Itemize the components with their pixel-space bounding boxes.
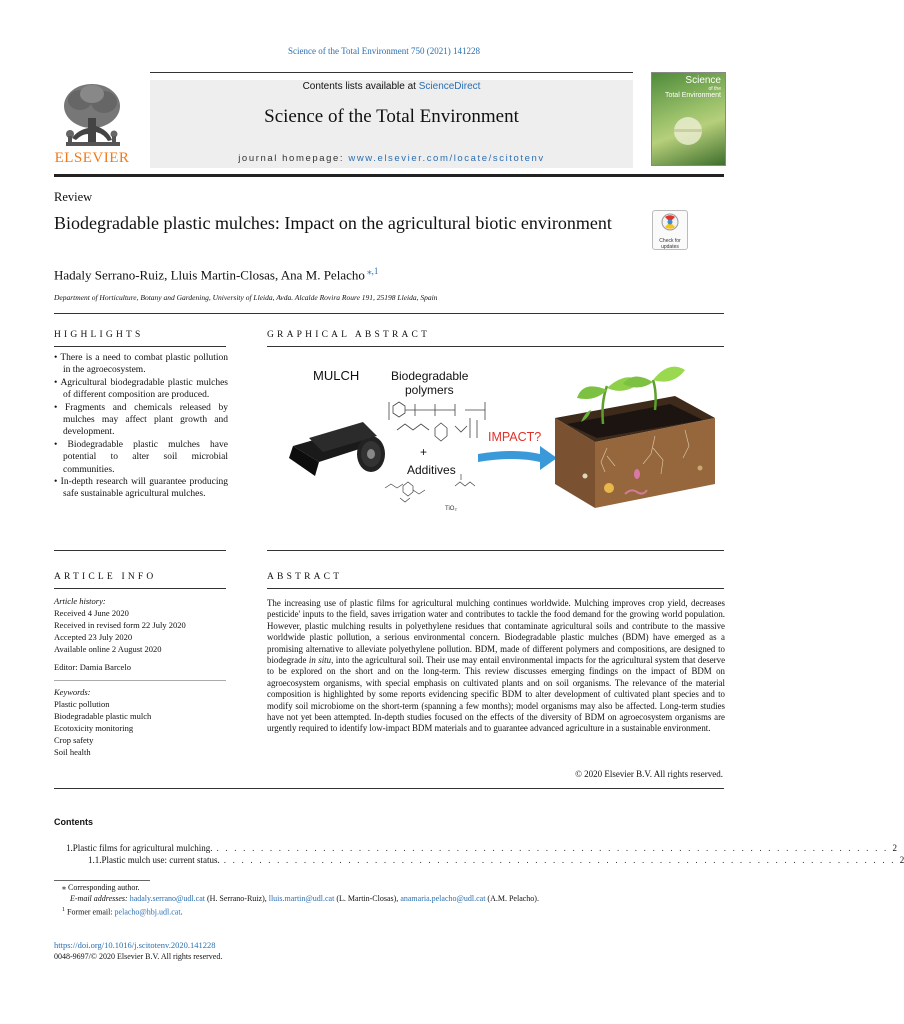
email-link[interactable]: anamaria.pelacho@udl.cat <box>400 894 486 904</box>
homepage-link[interactable]: www.elsevier.com/locate/scitotenv <box>348 153 545 164</box>
history-label: Article history: <box>54 596 106 606</box>
corresponding-author-note: ⁎ Corresponding author. <box>62 883 140 892</box>
abstract-heading: ABSTRACT <box>267 572 343 582</box>
author-footnote-marks[interactable]: ⁎,1 <box>364 266 379 276</box>
journal-title: Science of the Total Environment <box>264 106 519 127</box>
ga-polymers-label-line1: Biodegradable <box>391 369 469 383</box>
toc-title[interactable]: Plastic films for agricultural mulching. <box>72 843 213 853</box>
email-addresses: E-mail addresses: hadaly.serrano@udl.cat (H. Serrano-Ruiz), lluis.martin@udl.cat (L. Martin-Closas), anamaria.pelacho@udl.cat (A.M. Pelacho). <box>70 894 539 904</box>
toc-page-number: 2 <box>899 855 904 865</box>
cover-title-line2: of the <box>708 86 721 92</box>
former-email-note: $^1$ Former email: pelacho@hbj.udl.cat. <box>62 906 183 917</box>
keyword[interactable]: Biodegradable plastic mulch <box>54 711 152 721</box>
email-link[interactable]: pelacho@hbj.udl.cat <box>114 907 181 917</box>
keyword[interactable]: Soil health <box>54 747 91 757</box>
additives-structures-icon <box>385 474 475 502</box>
article-title: Biodegradable plastic mulches: Impact on the agricultural biotic environment <box>54 213 612 233</box>
divider <box>54 588 226 589</box>
abstract-copyright: © 2020 Elsevier B.V. All rights reserved. <box>575 769 723 779</box>
email-link[interactable]: hadaly.serrano@udl.cat <box>129 894 205 904</box>
mulch-roll-icon <box>289 422 385 476</box>
keywords-label: Keywords: <box>54 687 91 697</box>
check-for-updates-button[interactable] <box>652 210 688 250</box>
ga-plus-sign: + <box>420 445 428 459</box>
toc-entry[interactable] <box>66 855 904 867</box>
contents-available-line <box>150 81 633 92</box>
handling-editor: Editor: Damia Barcelo <box>54 662 131 672</box>
footnotes <box>60 882 724 918</box>
author-list <box>54 266 378 283</box>
soil-block-with-plants-icon <box>555 367 715 508</box>
ga-mulch-label: MULCH <box>313 368 360 383</box>
masthead-bottom-rule <box>54 174 724 177</box>
affiliation: Department of Horticulture, Botany and Gardening, University of Lleida, Avda. Alcalde Rovira Roure 191, 25198 Lleida, Spain <box>54 293 438 302</box>
highlight-item: • Fragments and chemicals released by mulches may affect plant growth and development. <box>54 402 229 438</box>
authors-text: Hadaly Serrano-Ruiz, Lluis Martin-Closas, Ana M. Pelacho <box>54 267 365 283</box>
journal-homepage <box>150 153 633 164</box>
toc-page-number: 2 <box>892 843 897 853</box>
divider <box>267 588 724 589</box>
masthead-top-rule <box>150 72 633 73</box>
cover-title <box>651 76 721 100</box>
toc-leader: . . . . . . . . . . . . . . . . . . . . . . . . . . . . . . . . . . . . . . . . . . . . . . . . . . . . . . . . . . . . . . . . . . . . . . . . . . . . <box>223 855 896 865</box>
highlight-item: • Agricultural biodegradable plastic mulches of different composition are produced. <box>54 377 228 401</box>
keyword[interactable]: Plastic pollution <box>54 699 110 709</box>
divider <box>267 346 724 347</box>
toc-number: 1.1. <box>88 855 102 865</box>
divider <box>54 313 724 314</box>
highlights-heading: HIGHLIGHTS <box>54 330 144 340</box>
cover-title-line1: Science <box>685 75 721 86</box>
toc-title[interactable]: Plastic mulch use: current status. <box>101 855 220 865</box>
keyword[interactable]: Crop safety <box>54 735 94 745</box>
doi-link[interactable]: https://doi.org/10.1016/j.scitotenv.2020.141228 <box>54 940 216 950</box>
ga-impact-label: IMPACT? <box>488 430 542 444</box>
elsevier-wordmark: ELSEVIER <box>54 150 130 166</box>
contents-prefix: Contents lists available at <box>302 81 419 92</box>
highlight-item: • There is a need to combat plastic pollution in the agroecosystem. <box>54 353 228 376</box>
history-entry: Accepted 23 July 2020 <box>54 632 133 642</box>
graphical-abstract-figure[interactable] <box>285 358 725 528</box>
homepage-prefix: journal homepage: <box>238 153 349 164</box>
issn-copyright: 0048-9697/© 2020 Elsevier B.V. All rights reserved. <box>54 952 223 961</box>
cover-title-line3: Total Environment <box>664 92 721 99</box>
contents-heading: Contents <box>54 817 93 827</box>
history-entry: Received 4 June 2020 <box>54 608 129 618</box>
ga-additives-label: Additives <box>407 463 456 477</box>
divider <box>54 550 226 551</box>
check-badge-line1: Check for <box>659 238 681 244</box>
highlight-item: • In-depth research will guarantee producing safe sustainable agricultural mulches. <box>54 477 228 500</box>
highlight-item: • Biodegradable plastic mulches have potential to alter soil microbial communities. <box>54 439 228 475</box>
history-entry: Received in revised form 22 July 2020 <box>54 620 186 630</box>
keywords-block <box>54 686 234 758</box>
abstract-text: The increasing use of plastic films for agricultural mulching continues worldwide. Mulching improves crop yield, decreases pesticide' inputs to the field, saves irrigation water and contributes to tackle the food demand for the growing world population. However, plastic mulching results in polyethylene residues that contaminate agricultural soils and contribute to the massive worldwide plastic pollution, a serious environmental concern. Biodegradable plastic mulches (BDM) have emerged as a promising alternative to alleviate polyethylene pollution. BDM, made of different polymers and compositions, are designed to biodegrade in situ, into the agricultural soil. Their use may entail environmental impacts for the agricultural system that deserve to be explored on the short and on the long-term. This review discusses emerging findings on the impact of BDM on agroecosystem organisms, with special emphasis on cultivated plants and on soil organisms. The relevance of the material composition is highlighted by some reports evidencing specific BDM to alter development of cultivated plant species and to modify soil microbiome on the short-term (spanning a few months); model organisms may also be affected. Long-term studies have not yet been attempted. In-depth studies focused on the effects of the diversity of BDM on agroecosystem organisms are urgently required to identify low-impact BDM materials and to guarantee advanced agriculture in a sustainable environment. <box>267 598 726 734</box>
email-link[interactable]: lluis.martin@udl.cat <box>268 894 335 904</box>
journal-citation[interactable]: Science of the Total Environment 750 (2021) 141228 <box>288 46 480 56</box>
highlights-list <box>54 352 228 501</box>
ga-polymers-label-line2: polymers <box>405 383 454 397</box>
history-entry: Available online 2 August 2020 <box>54 644 162 654</box>
sciencedirect-link[interactable]: ScienceDirect <box>418 81 481 92</box>
check-badge-line2: updates <box>661 244 679 250</box>
divider <box>54 346 226 347</box>
toc-number: 1. <box>66 843 73 853</box>
footnote-rule <box>54 880 150 881</box>
graphical-abstract-heading: GRAPHICAL ABSTRACT <box>267 330 431 340</box>
toc-leader: . . . . . . . . . . . . . . . . . . . . . . . . . . . . . . . . . . . . . . . . . . . . . . . . . . . . . . . . . . . . . . . . . . . . . . . . . . . . <box>216 843 889 853</box>
article-history <box>54 595 234 655</box>
article-type: Review <box>54 190 93 204</box>
crossmark-icon <box>653 211 687 233</box>
divider <box>54 680 226 681</box>
polymer-structures-icon <box>389 402 485 441</box>
divider <box>267 550 724 551</box>
keyword[interactable]: Ecotoxicity monitoring <box>54 723 134 733</box>
article-info-heading: ARTICLE INFO <box>54 572 157 582</box>
ga-tio2-label: TiO₂ <box>445 506 457 512</box>
toc-entry[interactable] <box>66 843 897 855</box>
divider <box>54 788 724 789</box>
impact-arrow-icon <box>478 446 557 470</box>
